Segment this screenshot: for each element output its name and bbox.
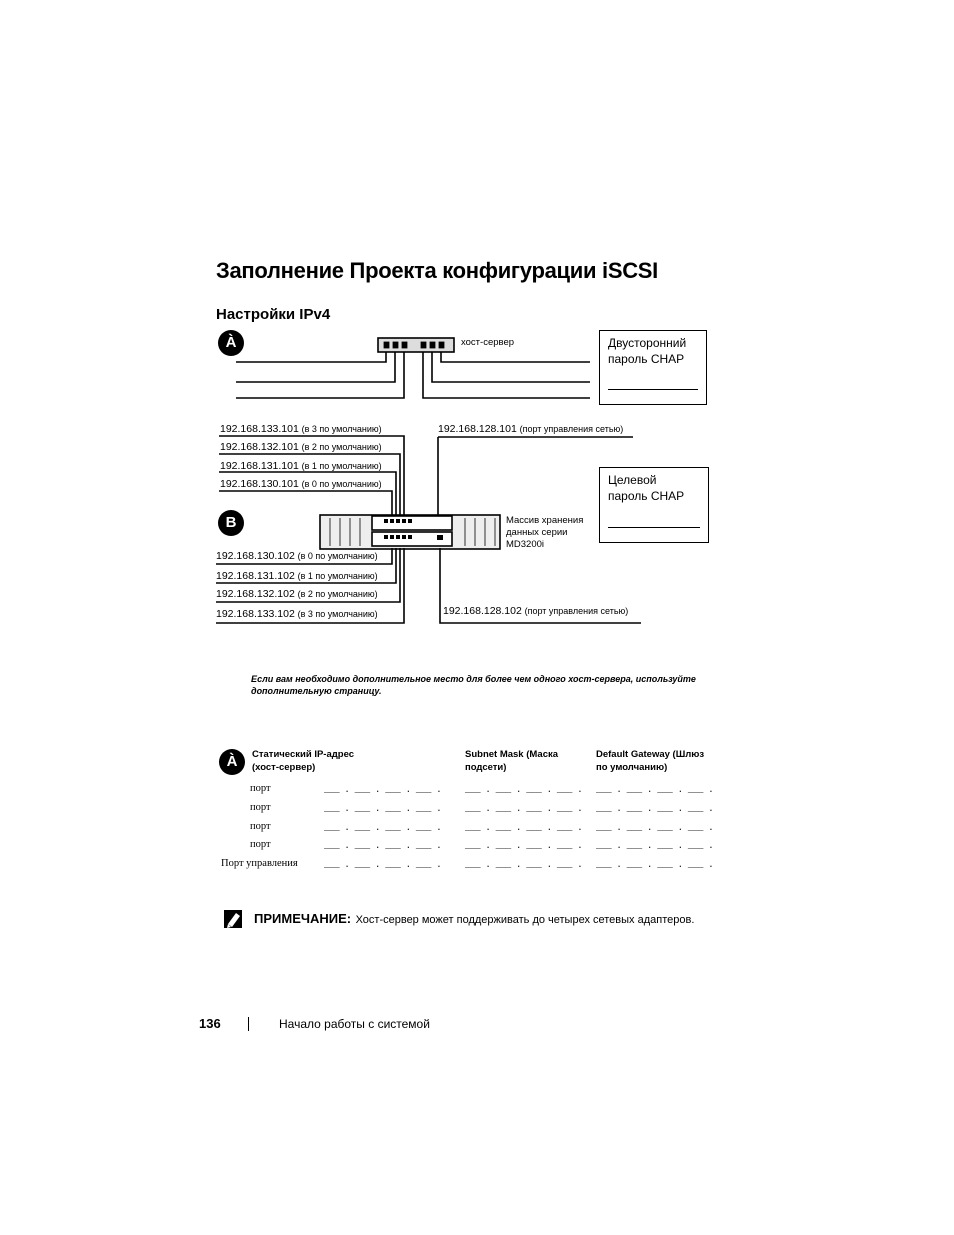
static-ip-field[interactable]: ___ . ___ . ___ . ___ .	[324, 823, 442, 833]
target-chap-label: Целевой пароль CHAP	[608, 473, 685, 503]
extra-space-note: Если вам необходимо дополнительное место для более чем одного хост-сервера, используйте дополнительную страницу.	[251, 674, 696, 696]
header-subnet-mask: Subnet Mask (Маска подсети)	[465, 749, 559, 773]
badge-a: À	[218, 330, 244, 356]
ip-label-bottom: 192.168.132.102 (в 2 по умолчанию)	[216, 588, 378, 600]
target-chap-box	[599, 467, 709, 543]
ip-label-top: 192.168.132.101 (в 2 по умолчанию)	[220, 441, 382, 453]
subnet-mask-field[interactable]: ___ . ___ . ___ . ___ .	[465, 860, 583, 870]
gateway-field[interactable]: ___ . ___ . ___ . ___ .	[596, 785, 714, 795]
static-ip-field[interactable]: ___ . ___ . ___ . ___ .	[324, 860, 442, 870]
bidirectional-chap-label: Двусторонний пароль CHAP	[608, 336, 687, 366]
page-number: 136	[199, 1016, 221, 1031]
gateway-field[interactable]: ___ . ___ . ___ . ___ .	[596, 860, 714, 870]
subnet-mask-field[interactable]: ___ . ___ . ___ . ___ .	[465, 841, 583, 851]
subnet-mask-field[interactable]: ___ . ___ . ___ . ___ .	[465, 785, 583, 795]
row-label-port: порт	[250, 802, 271, 813]
ip-label-top: 192.168.133.101 (в 3 по умолчанию)	[220, 423, 382, 435]
static-ip-field[interactable]: ___ . ___ . ___ . ___ .	[324, 804, 442, 814]
footer-section: Начало работы с системой	[279, 1017, 430, 1031]
header-static-ip: Статический IP-адрес (хост-сервер)	[252, 749, 355, 773]
note	[254, 910, 694, 928]
row-label-port: порт	[250, 821, 271, 832]
gateway-field[interactable]: ___ . ___ . ___ . ___ .	[596, 804, 714, 814]
footer-divider	[248, 1017, 249, 1031]
ip-label-bottom: 192.168.130.102 (в 0 по умолчанию)	[216, 550, 378, 562]
row-label-port: порт	[250, 783, 271, 794]
static-ip-field[interactable]: ___ . ___ . ___ . ___ .	[324, 785, 442, 795]
bidirectional-chap-box	[599, 330, 707, 405]
subnet-mask-field[interactable]: ___ . ___ . ___ . ___ .	[465, 823, 583, 833]
badge-a-table: À	[219, 749, 245, 775]
mgmt-label-bottom: 192.168.128.102 (порт управления сетью)	[443, 605, 629, 617]
gateway-field[interactable]: ___ . ___ . ___ . ___ .	[596, 823, 714, 833]
static-ip-field[interactable]: ___ . ___ . ___ . ___ .	[324, 841, 442, 851]
badge-b: B	[218, 510, 244, 536]
note-label: ПРИМЕЧАНИЕ:	[254, 911, 352, 926]
subnet-mask-field[interactable]: ___ . ___ . ___ . ___ .	[465, 804, 583, 814]
ip-label-top: 192.168.131.101 (в 1 по умолчанию)	[220, 460, 382, 472]
section-title: Настройки IPv4	[216, 306, 331, 323]
host-server-label: хост-сервер	[461, 337, 515, 348]
mgmt-label-top: 192.168.128.101 (порт управления сетью)	[438, 423, 624, 435]
row-label-mgmt-port: Порт управления	[221, 858, 298, 869]
row-label-port: порт	[250, 839, 271, 850]
storage-array-label: Массив хранения данных серии MD3200i	[506, 515, 584, 550]
note-text: Хост-сервер может поддерживать до четырех сетевых адаптеров.	[355, 914, 695, 926]
chap-entry-line	[608, 389, 698, 390]
header-default-gateway: Default Gateway (Шлюз по умолчанию)	[596, 749, 705, 773]
ip-label-top: 192.168.130.101 (в 0 по умолчанию)	[220, 478, 382, 490]
gateway-field[interactable]: ___ . ___ . ___ . ___ .	[596, 841, 714, 851]
ip-label-bottom: 192.168.133.102 (в 3 по умолчанию)	[216, 608, 378, 620]
page-title: Заполнение Проекта конфигурации iSCSI	[216, 258, 658, 283]
ip-label-bottom: 192.168.131.102 (в 1 по умолчанию)	[216, 570, 378, 582]
chap-entry-line	[608, 527, 700, 528]
